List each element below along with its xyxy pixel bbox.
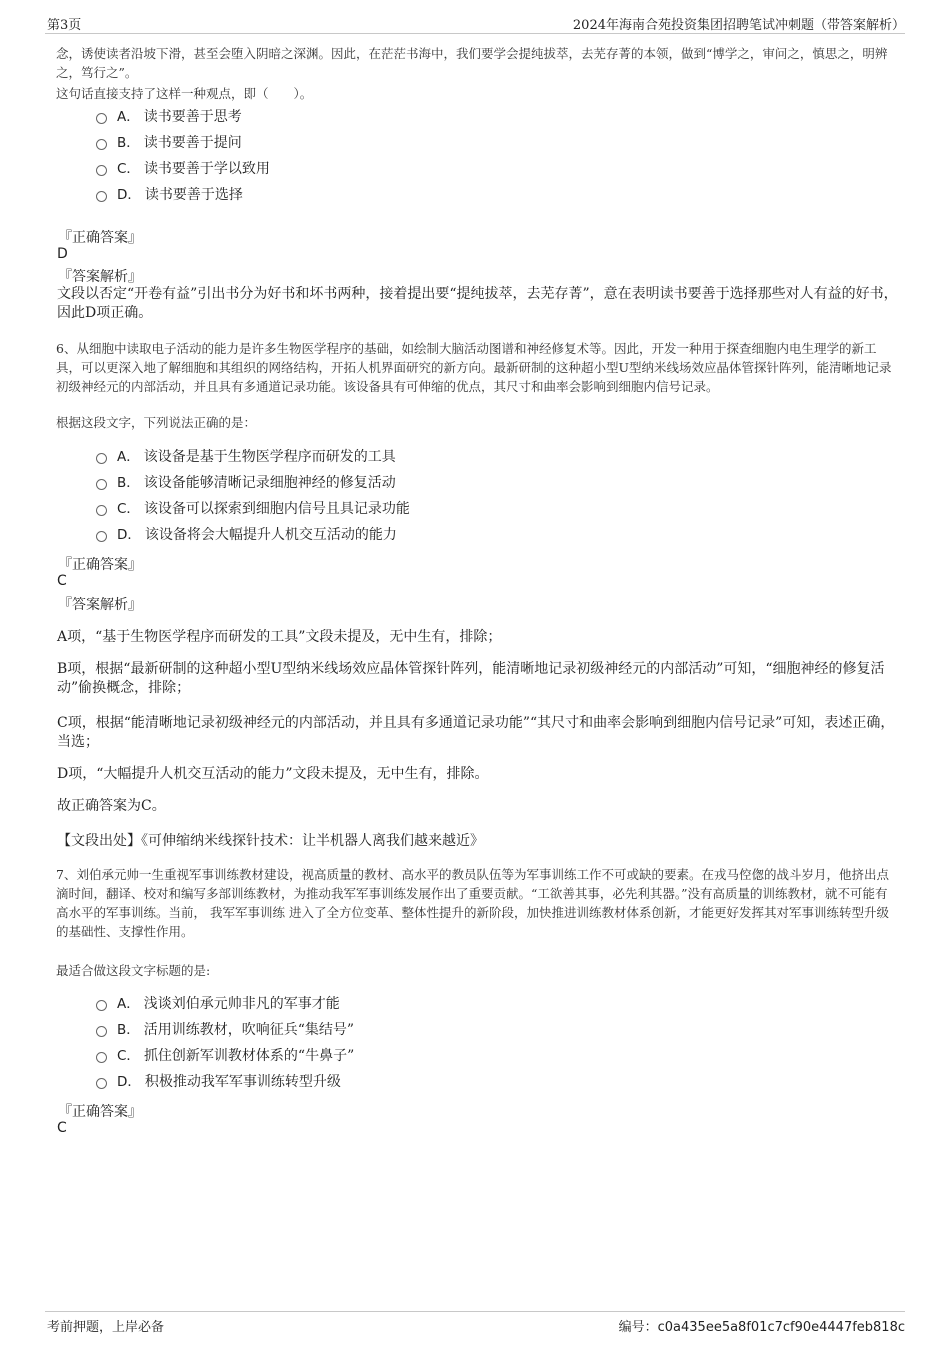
option-text: 读书要善于学以致用 (143, 161, 270, 177)
option-text: 该设备将会大幅提升人机交互活动的能力 (144, 527, 397, 543)
q7-passage: 7、刘伯承元帅一生重视军事训练教材建设，视高质量的教材、高水平的教员队伍等为军事训练工作不可或缺的要素。在戎马倥偬的战斗岁月，他挤出点滴时间，翻译、校对和编写多部训练教材，为推动我军军事训练发展作出了重要贡献。“工欲善其事，必先利其器。”没有高质量的训练教材，就不可能有高水平的军事训练。当前， 我军军事训练 进入了全方位变革、整体性提升的新阶段，加快推进训练教材体系创新，才能更好发挥其对军事训练转型升级的基础性、支撑性作用。 (56, 867, 889, 939)
option-key: A． (117, 449, 140, 465)
q6-option-b[interactable] (96, 473, 396, 493)
code-label: 编号： (618, 1320, 658, 1335)
radio-icon[interactable] (96, 453, 107, 464)
document-title: 2024年海南合苑投资集团招聘笔试冲刺题（带答案解析） (572, 18, 905, 33)
option-text: 抓住创新军训教材体系的“牛鼻子” (143, 1048, 355, 1064)
q5-answer-label: 『正确答案』 (58, 230, 142, 246)
q5-option-d[interactable] (96, 185, 243, 205)
radio-icon[interactable] (96, 165, 107, 176)
option-key: C． (117, 501, 140, 517)
option-key: A． (117, 109, 140, 125)
radio-icon[interactable] (96, 113, 107, 124)
q7-answer: C (57, 1120, 67, 1136)
page-number: 第3页 (47, 18, 82, 33)
q6-conclusion: 故正确答案为C。 (57, 798, 166, 814)
option-key: C． (117, 161, 140, 177)
q6-stem: 根据这段文字，下列说法正确的是： (56, 415, 257, 430)
q5-analysis: 文段以否定“开卷有益”引出书分为好书和坏书两种，接着提出要“提纯拔萃，去芜存菁”，意在表明读书要善于选择那些对人有益的好书，因此D项正确。 (57, 286, 898, 321)
q7-option-d[interactable] (96, 1072, 341, 1092)
option-key: A． (117, 996, 140, 1012)
option-text: 浅谈刘伯承元帅非凡的军事才能 (143, 996, 340, 1012)
q6-analysis-b: B项，根据“最新研制的这种超小型U型纳米线场效应晶体管探针阵列，能清晰地记录初级神经元的内部活动”可知，“细胞神经的修复活动”偷换概念，排除； (57, 661, 885, 696)
q5-passage: 念，诱使读者沿坡下滑，甚至会堕入阴暗之深渊。因此，在茫茫书海中，我们要学会提纯拔萃，去芜存菁的本领，做到“博学之，审问之，慎思之，明辨之，笃行之”。 (56, 46, 888, 80)
q5-option-b[interactable] (96, 133, 242, 153)
q5-analysis-label: 『答案解析』 (58, 269, 142, 285)
q7-option-c[interactable] (96, 1046, 354, 1066)
q7-answer-label: 『正确答案』 (58, 1104, 142, 1120)
code-value: c0a435ee5a8f01c7cf90e4447feb818c (657, 1320, 905, 1335)
option-text: 读书要善于提问 (143, 135, 242, 151)
q6-answer: C (57, 573, 67, 589)
option-text: 该设备能够清晰记录细胞神经的修复活动 (143, 475, 396, 491)
q6-option-a[interactable] (96, 447, 396, 467)
option-key: D． (117, 1074, 141, 1090)
option-key: B． (117, 475, 140, 491)
option-key: C． (117, 1048, 140, 1064)
option-key: D． (117, 527, 141, 543)
q5-stem: 这句话直接支持了这样一种观点，即（ ）。 (56, 86, 313, 101)
q6-option-c[interactable] (96, 499, 410, 519)
q7-option-a[interactable] (96, 994, 340, 1014)
radio-icon[interactable] (96, 191, 107, 202)
footer-divider (45, 1311, 905, 1312)
radio-icon[interactable] (96, 1052, 107, 1063)
option-key: B． (117, 135, 140, 151)
q5-option-a[interactable] (96, 107, 242, 127)
radio-icon[interactable] (96, 139, 107, 150)
radio-icon[interactable] (96, 505, 107, 516)
q6-option-d[interactable] (96, 525, 397, 545)
q5-option-c[interactable] (96, 159, 270, 179)
footer-slogan: 考前押题，上岸必备 (47, 1320, 165, 1335)
option-text: 读书要善于思考 (143, 109, 242, 125)
option-text: 该设备是基于生物医学程序而研发的工具 (143, 449, 396, 465)
q7-option-b[interactable] (96, 1020, 354, 1040)
q7-stem: 最适合做这段文字标题的是: (56, 963, 211, 978)
option-text: 该设备可以探索到细胞内信号且具记录功能 (143, 501, 410, 517)
radio-icon[interactable] (96, 479, 107, 490)
q5-answer: D (57, 246, 68, 262)
q6-passage: 6、从细胞中读取电子活动的能力是许多生物医学程序的基础，如绘制大脑活动图谱和神经修复术等。因此，开发一种用于探查细胞内电生理学的新工具，可以更深入地了解细胞和其组织的网络结构，开拓人机界面研究的新方向。最新研制的这种超小型U型纳米线场效应晶体管探针阵列，能清晰地记录初级神经元的内部活动，并且具有多通道记录功能。该设备具有可伸缩的优点，其尺寸和曲率会影响到细胞内信号记录。 (56, 341, 892, 394)
option-text: 活用训练教材，吹响征兵“集结号” (143, 1022, 355, 1038)
option-key: D． (117, 187, 141, 203)
header-divider (45, 33, 905, 34)
option-text: 积极推动我军军事训练转型升级 (144, 1074, 341, 1090)
option-text: 读书要善于选择 (144, 187, 243, 203)
radio-icon[interactable] (96, 1026, 107, 1037)
q6-analysis-label: 『答案解析』 (58, 597, 142, 613)
option-key: B． (117, 1022, 140, 1038)
q6-analysis-c: C项，根据“能清晰地记录初级神经元的内部活动，并且具有多通道记录功能”“其尺寸和曲率会影响到细胞内信号记录”可知，表述正确，当选； (57, 715, 895, 750)
q6-analysis-d: D项，“大幅提升人机交互活动的能力”文段未提及，无中生有，排除。 (57, 766, 489, 782)
document-code (619, 1316, 905, 1335)
q6-source: 【文段出处】《可伸缩纳米线探针技术：让半机器人离我们越来越近》 (57, 833, 484, 849)
radio-icon[interactable] (96, 1000, 107, 1011)
radio-icon[interactable] (96, 531, 107, 542)
radio-icon[interactable] (96, 1078, 107, 1089)
q6-analysis-a: A项，“基于生物医学程序而研发的工具”文段未提及，无中生有，排除； (57, 629, 502, 645)
q6-answer-label: 『正确答案』 (58, 557, 142, 573)
